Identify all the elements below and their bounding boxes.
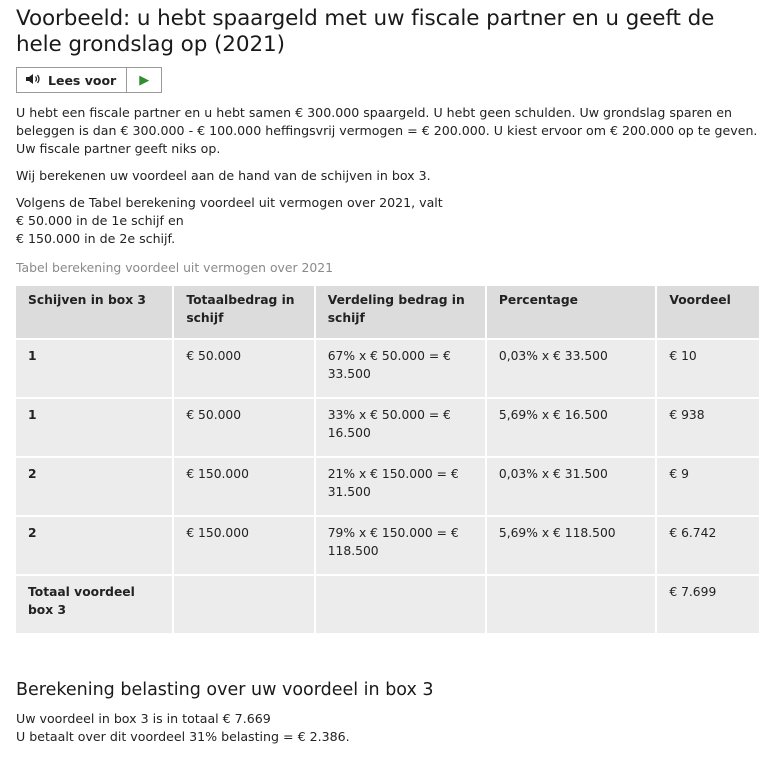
- header-cell: Verdeling bedrag in schijf: [316, 286, 485, 338]
- table-cell: 33% x € 50.000 = € 16.500: [316, 399, 485, 456]
- intro-paragraph-2: Wij berekenen uw voordeel aan de hand van de schijven in box 3.: [16, 168, 431, 183]
- page-title: Voorbeeld: u hebt spaargeld met uw fiscale partner en u geeft de hele grondslag op (2021): [16, 6, 715, 57]
- play-button[interactable]: [126, 68, 161, 92]
- table-cell: 1: [16, 340, 172, 397]
- table-cell: 79% x € 150.000 = € 118.500: [316, 517, 485, 574]
- read-aloud-button[interactable]: [17, 68, 126, 92]
- table-cell: 2: [16, 458, 172, 515]
- table-cell: [316, 576, 485, 633]
- table-row: [16, 517, 759, 574]
- table-cell: 1: [16, 399, 172, 456]
- header-cell: Percentage: [487, 286, 655, 338]
- intro-line: € 150.000 in de 2e schijf.: [16, 231, 176, 246]
- intro-paragraph: U hebt een fiscale partner en u hebt samen € 300.000 spaargeld. U hebt geen schulden. Uw grondslag sparen en beleggen is dan € 300.000 - € 100.000 heffingsvrij vermogen = € 200.000. U kiest ervoor om € 200.000 op te geven. Uw fiscale partner geeft niks op.: [16, 105, 758, 156]
- table-cell: € 150.000: [174, 458, 313, 515]
- table-row: [16, 399, 759, 456]
- table-cell: € 938: [657, 399, 759, 456]
- table-row: [16, 458, 759, 515]
- play-icon: ▶: [139, 72, 150, 88]
- table-cell: € 10: [657, 340, 759, 397]
- table-cell: 0,03% x € 33.500: [487, 340, 655, 397]
- header-cell: Voordeel: [657, 286, 759, 338]
- table-cell: € 9: [657, 458, 759, 515]
- speaker-icon: [25, 73, 42, 88]
- table-cell: 0,03% x € 31.500: [487, 458, 655, 515]
- table-header-row: [16, 286, 759, 338]
- table-row: [16, 340, 759, 397]
- intro-paragraph-3: [16, 194, 764, 248]
- table-cell: [174, 576, 313, 633]
- result-line: U betaalt over dit voordeel 31% belasting = € 2.386.: [16, 729, 350, 744]
- table-cell: 2: [16, 517, 172, 574]
- total-value: € 7.699: [657, 576, 759, 633]
- intro-line: € 50.000 in de 1e schijf en: [16, 213, 184, 228]
- read-aloud-label: Lees voor: [48, 72, 117, 88]
- table-cell: 5,69% x € 16.500: [487, 399, 655, 456]
- table-cell: € 150.000: [174, 517, 313, 574]
- result-line: Uw voordeel in box 3 is in totaal € 7.669: [16, 711, 271, 726]
- table-cell: 67% x € 50.000 = € 33.500: [316, 340, 485, 397]
- table-cell: 5,69% x € 118.500: [487, 517, 655, 574]
- table-total-row: [16, 576, 759, 633]
- table-cell: [487, 576, 655, 633]
- header-cell: Schijven in box 3: [16, 286, 172, 338]
- table-cell: € 6.742: [657, 517, 759, 574]
- header-cell: Totaalbedrag in schijf: [174, 286, 313, 338]
- intro-line: Volgens de Tabel berekening voordeel uit vermogen over 2021, valt: [16, 195, 443, 210]
- table-cell: 21% x € 150.000 = € 31.500: [316, 458, 485, 515]
- total-label: Totaal voordeel box 3: [16, 576, 172, 633]
- read-aloud-toolbar: [16, 67, 162, 93]
- section-heading: Berekening belasting over uw voordeel in box 3: [16, 680, 434, 700]
- table-cell: € 50.000: [174, 399, 313, 456]
- table-cell: € 50.000: [174, 340, 313, 397]
- calculation-table: [14, 284, 761, 635]
- table-caption: Tabel berekening voordeel uit vermogen over 2021: [16, 260, 334, 275]
